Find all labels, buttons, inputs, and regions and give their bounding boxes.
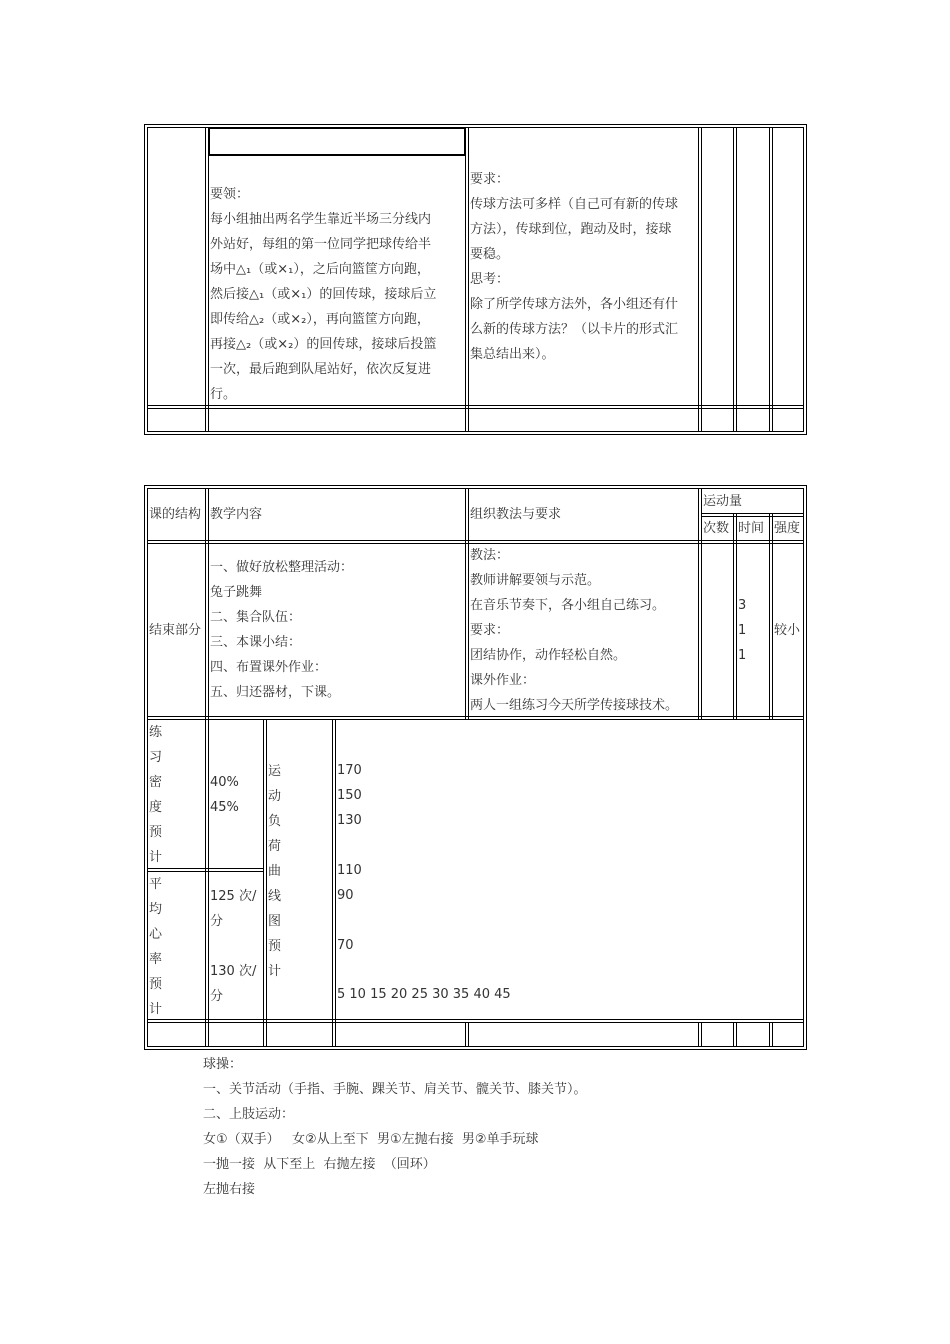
density-values: 40% 45%: [210, 775, 239, 815]
header-count: 次数: [703, 521, 730, 536]
heart-rate-value-2: 130 次/ 分: [210, 964, 257, 1004]
header-content: 教学内容: [210, 507, 263, 522]
ball-exercise-notes: 球操： 一、关节活动（手指、手腕、踝关节、肩关节、髋关节、膝关节）。 二、上肢运动： 女①（双手） 女②从上至下 男①左抛右接 男②单手玩球 一抛一接 从下至上 右抛左接 （回环） 左抛右接: [203, 1052, 587, 1202]
row-structure: 结束部分: [149, 623, 202, 638]
row-method: 教法： 教师讲解要领与示范。 在音乐节奏下，各小组自己练习。 要求： 团结协作，动作轻松自然。 课外作业： 两人一组练习今天所学传接球技术。: [470, 548, 679, 713]
curve-y-value: 90: [337, 888, 354, 903]
header-intensity: 强度: [774, 521, 801, 536]
curve-y-value: 110: [337, 863, 362, 878]
key-points-heading: 要领：: [210, 187, 250, 202]
heart-rate-value-1: 125 次/ 分: [210, 889, 257, 929]
curve-y-value: 150: [337, 788, 362, 803]
curve-y-value: 170: [337, 763, 362, 778]
table-1-requirements: 要求： 传球方法可多样（自己可有新的传球 方法），传球到位，跑动及时，接球 要稳。 思考： 除了所学传球方法外，各小组还有什 么新的传球方法？（以卡片的形式汇 集总结出来）。: [470, 172, 679, 362]
header-structure: 课的结构: [149, 507, 202, 522]
row-intensity: 较小: [774, 623, 801, 638]
header-time: 时间: [738, 521, 765, 536]
curve-y-value: 70: [337, 938, 354, 953]
notes-title: 球操：: [203, 1057, 243, 1072]
curve-y-value: 130: [337, 813, 362, 828]
curve-x-axis: 5 10 15 20 25 30 35 40 45: [337, 987, 511, 1002]
header-load: 运动量: [703, 494, 743, 509]
heart-rate-label: 平 均 心 率 预 计: [149, 877, 163, 1017]
header-method: 组织教法与要求: [470, 507, 562, 522]
row-content: 一、做好放松整理活动： 兔子跳舞 二、集合队伍： 三、本课小结： 四、布置课外作业： 五、归还器材，下课。: [210, 560, 354, 700]
density-label: 练 习 密 度 预 计: [149, 725, 163, 865]
table-1-key-points: 要领： 每小组抽出两名学生靠近半场三分线内 外站好，每组的第一位同学把球传给半 场中△₁（或×₁），之后向篮筐方向跑， 然后接△₁（或×₁）的回传球，接球后立 即传给△₂（或×₂），再向篮筐方向跑， 再接△₂（或×₂）的回传球，接球后投篮 一次，最后跑到队尾站好，依次反复进 行。: [210, 182, 436, 407]
row-time: 3 1 1: [738, 598, 747, 663]
empty-title-box: [208, 127, 466, 156]
load-curve-label: 运 动 负 荷 曲 线 图 预 计: [268, 764, 282, 979]
